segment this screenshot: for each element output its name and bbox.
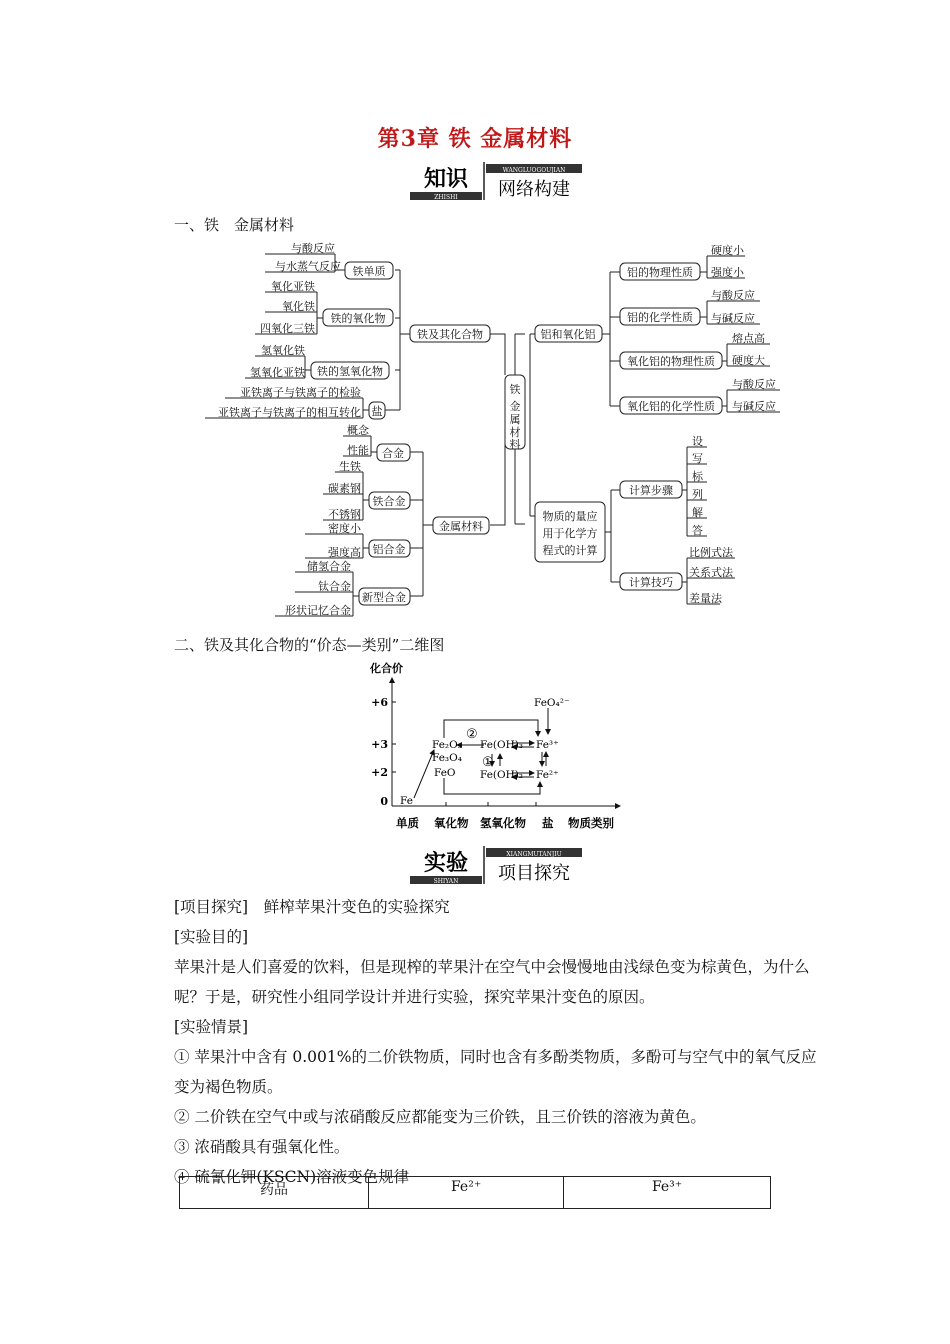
banner2-big-text: 实验 bbox=[423, 850, 469, 876]
node-fe-hydroxide: 铁的氢氧化物 bbox=[317, 365, 383, 378]
xtick-elemental: 单质 bbox=[396, 816, 419, 830]
leaf-al-alloy-1: 强度高 bbox=[328, 546, 361, 559]
header-fe3: Fe³⁺ bbox=[564, 1177, 771, 1209]
leaf-alloy-1: 性能 bbox=[347, 444, 369, 457]
leaf-fe-oxide-0: 氧化亚铁 bbox=[271, 280, 315, 293]
leaf-new-alloy-1: 钛合金 bbox=[318, 580, 351, 593]
banner2-right-text: 项目探究 bbox=[498, 863, 570, 884]
ytick-0: 0 bbox=[380, 795, 388, 808]
leaf-iron-alloy-1: 碳素钢 bbox=[328, 482, 361, 495]
node-fe-single: 铁单质 bbox=[352, 265, 386, 278]
species-fe: Fe bbox=[400, 795, 413, 807]
leaf-calc-step-5: 答 bbox=[692, 524, 703, 537]
species-fe2o3: Fe₂O₃ bbox=[432, 739, 462, 751]
species-feo: FeO bbox=[434, 767, 456, 779]
ytick-6: +6 bbox=[371, 696, 388, 709]
leaf-calc-step-4: 解 bbox=[692, 506, 703, 519]
node-center-4: 材 bbox=[509, 426, 521, 439]
node-calc-line2: 用于化学方 bbox=[542, 527, 598, 540]
leaf-iron-alloy-2: 不锈钢 bbox=[328, 508, 361, 521]
node-calc-line1: 物质的量应 bbox=[542, 510, 598, 523]
page-title: 第3章 铁 金属材料 bbox=[377, 126, 573, 152]
leaf-salt-1: 亚铁离子与铁离子的相互转化 bbox=[218, 406, 361, 419]
node-center-5: 料 bbox=[509, 438, 521, 451]
leaf-al-chem-0: 与酸反应 bbox=[711, 289, 755, 302]
leaf-calc-step-0: 设 bbox=[692, 435, 703, 448]
leaf-calc-skill-0: 比例式法 bbox=[689, 546, 733, 559]
node-salt: 盐 bbox=[371, 405, 383, 418]
node-alo-phys: 氧化铝的物理性质 bbox=[627, 355, 715, 368]
node-alloy: 合金 bbox=[382, 447, 404, 460]
xtick-hydroxide: 氢氧化物 bbox=[480, 816, 526, 830]
leaf-al-alloy-0: 密度小 bbox=[328, 522, 361, 535]
species-fe2: Fe²⁺ bbox=[536, 769, 559, 781]
xtick-salt: 盐 bbox=[542, 816, 554, 830]
scenario-2: ② 二价铁在空气中或与浓硝酸反应都能变为三价铁，且三价铁的溶液为黄色。 bbox=[174, 1108, 706, 1126]
leaf-al-chem-1: 与碱反应 bbox=[711, 312, 755, 325]
banner-big-text: 知识 bbox=[423, 166, 469, 192]
leaf-calc-skill-1: 关系式法 bbox=[689, 566, 733, 579]
section-heading-1: 一、铁 金属材料 bbox=[174, 216, 295, 234]
header-fe2: Fe²⁺ bbox=[369, 1177, 564, 1209]
leaf-calc-step-2: 标 bbox=[692, 470, 703, 483]
node-calc-line3: 程式的计算 bbox=[542, 544, 598, 557]
leaf-alo-chem-0: 与酸反应 bbox=[732, 378, 776, 391]
ytick-3: +3 bbox=[371, 738, 388, 751]
leaf-alloy-0: 概念 bbox=[347, 424, 369, 437]
leaf-alo-chem-1: 与碱反应 bbox=[732, 400, 776, 413]
leaf-calc-step-3: 列 bbox=[692, 488, 703, 501]
species-fe3o4: Fe₃O₄ bbox=[432, 752, 462, 764]
banner2-pinyin-bottom: SHIYAN bbox=[433, 878, 459, 884]
project-text bbox=[140, 892, 820, 1192]
mark-1: ① bbox=[482, 755, 494, 770]
leaf-calc-skill-2: 差量法 bbox=[689, 592, 722, 605]
table-header-row bbox=[180, 1177, 771, 1209]
banner-pinyin-top: WANGLUOGOUJIAN bbox=[502, 167, 566, 174]
scenario-4: ④ 硫氰化钾(KSCN)溶液变色规律 bbox=[174, 1168, 410, 1186]
banner-pinyin-bottom: ZHISHI bbox=[434, 194, 458, 200]
leaf-fe-hydroxide-1: 氢氧化亚铁 bbox=[250, 366, 305, 379]
node-center-2: 金 bbox=[509, 400, 521, 413]
section-heading-2: 二、铁及其化合物的“价态—类别”二维图 bbox=[174, 636, 445, 654]
scenario-1: ① 苹果汁中含有 0.001%的二价铁物质，同时也含有多酚类物质，多酚可与空气中的氧气反应变为褐色物质。 bbox=[174, 1048, 817, 1096]
leaf-alo-phys-0: 熔点高 bbox=[732, 332, 765, 345]
xtick-oxide: 氧化物 bbox=[434, 816, 469, 830]
species-feoh3: Fe(OH)₃ bbox=[480, 739, 524, 751]
node-al-alloy: 铝合金 bbox=[372, 543, 406, 556]
mindmap-diagram bbox=[195, 240, 795, 625]
leaf-fe-hydroxide-0: 氢氧化铁 bbox=[261, 344, 305, 357]
species-feo4: FeO₄²⁻ bbox=[534, 697, 570, 709]
purpose-text: 苹果汁是人们喜爱的饮料，但是现榨的苹果汁在空气中会慢慢地由浅绿色变为棕黄色，为什么呢？于是，研究性小组同学设计并进行实验，探究苹果汁变色的原因。 bbox=[174, 958, 810, 1006]
mark-2: ② bbox=[466, 727, 478, 742]
banner-right-text: 网络构建 bbox=[498, 179, 570, 200]
species-fe3: Fe³⁺ bbox=[536, 739, 559, 751]
node-fe-compounds: 铁及其化合物 bbox=[417, 328, 483, 341]
node-center-1: 铁 bbox=[509, 383, 521, 396]
reagent-table bbox=[179, 1176, 771, 1209]
leaf-al-phys-1: 强度小 bbox=[711, 266, 744, 279]
species-feoh2: Fe(OH)₂ bbox=[480, 769, 524, 781]
node-calc-skill: 计算技巧 bbox=[629, 576, 673, 589]
xtick-category: 物质类别 bbox=[568, 816, 614, 830]
leaf-new-alloy-0: 储氢合金 bbox=[307, 560, 351, 573]
node-al-chem: 铝的化学性质 bbox=[627, 311, 693, 324]
leaf-alo-phys-1: 硬度大 bbox=[732, 354, 765, 367]
leaf-fe-oxide-1: 氧化铁 bbox=[282, 300, 315, 313]
project-heading: [项目探究] 鲜榨苹果汁变色的实验探究 bbox=[174, 898, 450, 916]
leaf-iron-alloy-0: 生铁 bbox=[339, 460, 361, 473]
knowledge-banner bbox=[410, 162, 582, 200]
leaf-salt-0: 亚铁离子与铁离子的检验 bbox=[240, 386, 361, 399]
leaf-calc-step-1: 写 bbox=[692, 452, 703, 465]
node-al-phys: 铝的物理性质 bbox=[627, 266, 693, 279]
scenario-3: ③ 浓硝酸具有强氧化性。 bbox=[174, 1138, 350, 1156]
ytick-2: +2 bbox=[371, 766, 388, 779]
chart-ylabel: 化合价 bbox=[370, 662, 403, 675]
node-center-3: 属 bbox=[509, 413, 521, 426]
leaf-new-alloy-2: 形状记忆合金 bbox=[285, 604, 351, 617]
purpose-heading: [实验目的] bbox=[174, 928, 249, 946]
valence-category-chart bbox=[360, 658, 630, 836]
leaf-fe-single-1: 与水蒸气反应 bbox=[275, 260, 341, 273]
banner2-pinyin-top: XIANGMUTANJIU bbox=[506, 851, 562, 858]
node-al-oxide: 铝和氧化铝 bbox=[540, 328, 596, 341]
experiment-banner bbox=[410, 846, 582, 884]
node-new-alloy: 新型合金 bbox=[362, 591, 406, 604]
node-fe-oxide: 铁的氧化物 bbox=[330, 312, 386, 325]
leaf-fe-single-0: 与酸反应 bbox=[291, 242, 335, 255]
header-reagent: 药品 bbox=[180, 1177, 369, 1209]
node-alo-chem: 氧化铝的化学性质 bbox=[627, 400, 715, 413]
scenario-heading: [实验情景] bbox=[174, 1018, 249, 1036]
node-calc-steps: 计算步骤 bbox=[629, 484, 673, 497]
leaf-fe-oxide-2: 四氧化三铁 bbox=[260, 322, 315, 335]
node-metal-materials: 金属材料 bbox=[439, 520, 483, 533]
leaf-al-phys-0: 硬度小 bbox=[711, 244, 744, 257]
node-iron-alloy: 铁合金 bbox=[372, 495, 406, 508]
